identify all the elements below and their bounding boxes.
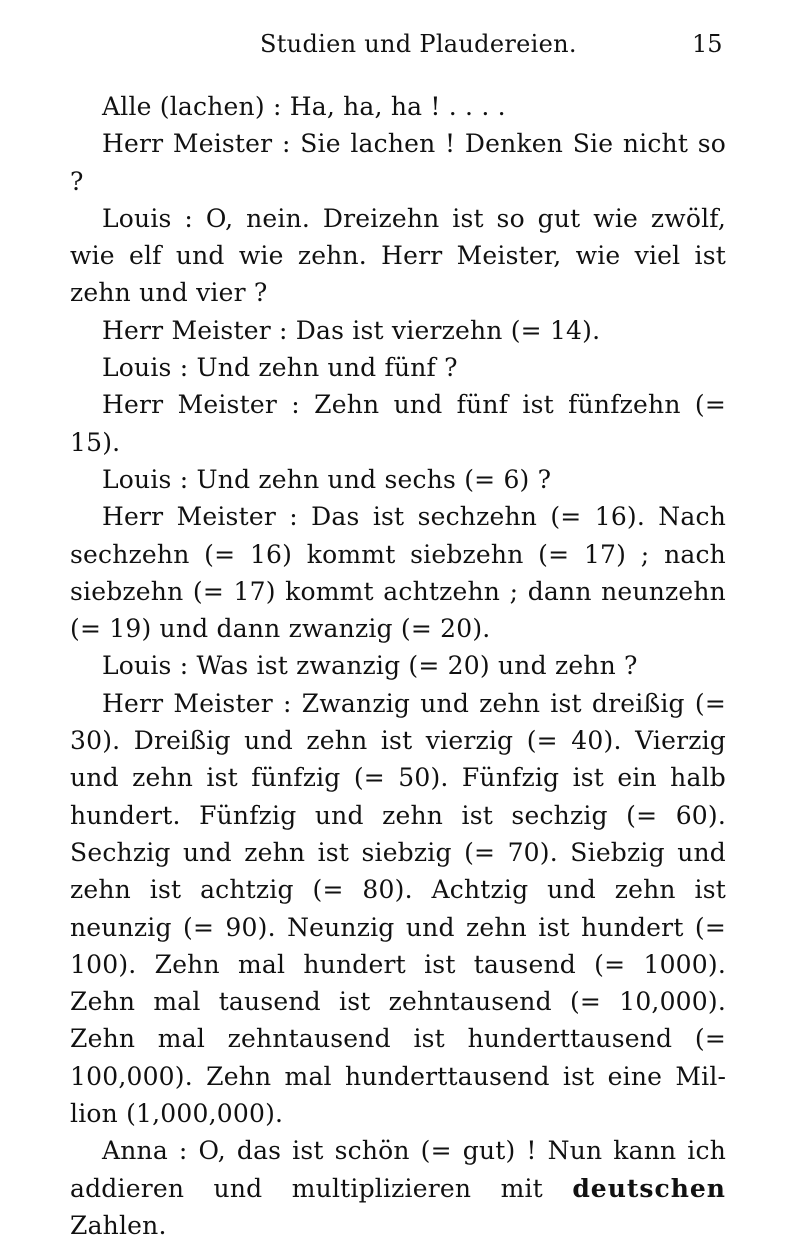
page-number: 15 [692, 30, 723, 58]
dialogue-text-line: Und zehn und fünf ? [196, 353, 458, 383]
speaker-name: Louis : [102, 464, 189, 494]
speaker-name: Herr Meister : [102, 315, 288, 345]
dialogue-text-line: Und zehn und sechs (= 6) ? [196, 464, 552, 494]
speaker-name: Herr Meister : [102, 502, 298, 532]
speaker-name: Herr Meister : [102, 688, 292, 718]
dialogue-line [70, 125, 726, 200]
dialogue-text-line: Das ist sechzehn (= 16). Nach sechzehn (= 16) kommt siebzehn (= 17) ; nach siebzehn (= 17) kommt achtzehn ; dann neunzehn (= 19) und dann zwanzig (= 20). [70, 502, 726, 644]
dialogue-line [70, 461, 726, 498]
speaker-name: Louis : [102, 651, 189, 681]
dialogue-text-line: Das ist vierzehn (= 14). [295, 315, 601, 345]
dialogue-line [70, 200, 726, 312]
running-title: Studien und Plaudereien. [260, 30, 577, 58]
dialogue-line [70, 88, 726, 125]
dialogue-text-line: O, nein. Dreizehn ist so gut wie zwölf, wie elf und wie zehn. Herr Meister, wie viel ist zehn und vier ? [70, 203, 726, 308]
dialogue-line [70, 312, 726, 349]
dialogue-text-line: Sie lachen ! Denken Sie nicht so ? [70, 129, 726, 196]
dialogue-text-line: Ha, ha, ha ! . . . . [289, 92, 506, 121]
dialogue-text-line: O, das ist schön (= gut) ! Nun kann ich addieren und multiplizieren mit [70, 1136, 726, 1203]
speaker-name: Anna : [102, 1136, 188, 1166]
dialogue-line [70, 647, 726, 684]
speaker-name: Louis : [102, 353, 189, 383]
dialogue-text [70, 88, 726, 1244]
speaker-name: Alle (lachen) : [102, 92, 282, 121]
running-head [0, 30, 792, 64]
dialogue-line [70, 386, 726, 461]
dialogue-text-line: Zehn und fünf ist fünfzehn (= 15). [70, 390, 727, 457]
speaker-name: Louis : [102, 203, 194, 233]
emphasized-word: deutschen [572, 1173, 726, 1203]
dialogue-line [70, 349, 726, 386]
dialogue-line [70, 1132, 726, 1244]
dialogue-text-line: Zahlen. [70, 1210, 167, 1240]
dialogue-line [70, 498, 726, 647]
speaker-name: Herr Meister : [102, 129, 291, 159]
speaker-name: Herr Meister : [102, 390, 300, 420]
dialogue-text-line: Was ist zwanzig (= 20) und zehn ? [196, 651, 638, 681]
dialogue-text-line: Zwanzig und zehn ist dreißig (= 30). Dreißig und zehn ist vierzig (= 40). Vierzig und zehn ist fünfzig (= 50). Fünfzig ist ein halb hundert. Fünfzig und zehn ist sechzig (= 60). Sechzig und zehn ist siebzig (= 70). Siebzig und zehn ist achtzig (= 80). Achtzig und zehn ist neunzig (= 90). Neunzig und zehn ist hundert (= 100). Zehn mal hundert ist tausend (= 1000). Zehn mal tausend ist zehntausend (= 10,000). Zehn mal zehntausend ist hunderttausend (= 100,000). Zehn mal hunderttausend ist eine Million (1,000,000). [70, 688, 726, 1129]
dialogue-line [70, 685, 726, 1133]
